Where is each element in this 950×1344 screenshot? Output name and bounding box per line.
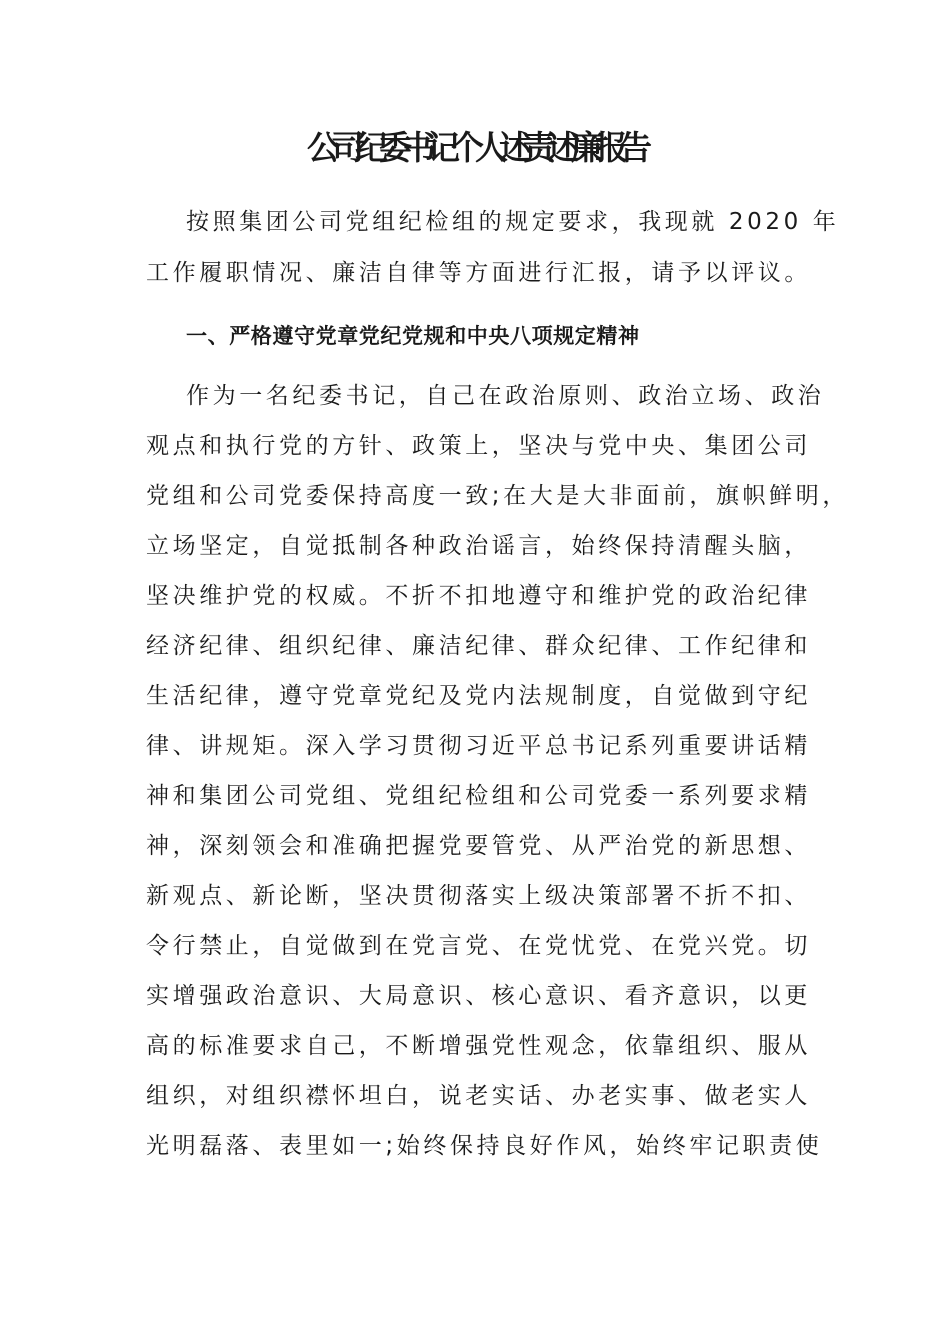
body-line-2: 观点和执行党的方针、政策上，坚决与党中央、集团公司 [146,433,811,459]
body-line-9: 神和集团公司党组、党组纪检组和公司党委一系列要求精 [146,783,811,809]
body-line-1: 作为一名纪委书记，自己在政治原则、政治立场、政治 [186,383,825,409]
body-line-16: 光明磊落、表里如一;始终保持良好作风，始终牢记职责使 [146,1133,823,1159]
body-line-11: 新观点、新论断，坚决贯彻落实上级决策部署不折不扣、 [146,883,811,909]
intro-line-2: 工作履职情况、廉洁自律等方面进行汇报，请予以评议。 [146,260,811,286]
body-line-14: 高的标准要求自己，不断增强党性观念，依靠组织、服从 [146,1033,811,1059]
body-line-7: 生活纪律，遵守党章党纪及党内法规制度，自觉做到守纪 [146,683,811,709]
body-line-12: 令行禁止，自觉做到在党言党、在党忧党、在党兴党。切 [146,933,811,959]
body-line-3: 党组和公司党委保持高度一致;在大是大非面前，旗帜鲜明， [146,483,849,509]
body-line-6: 经济纪律、组织纪律、廉洁纪律、群众纪律、工作纪律和 [146,633,811,659]
body-line-4: 立场坚定，自觉抵制各种政治谣言，始终保持清醒头脑， [146,533,811,559]
body-line-5: 坚决维护党的权威。不折不扣地遵守和维护党的政治纪律 [146,583,811,609]
body-line-10: 神，深刻领会和准确把握党要管党、从严治党的新思想、 [146,833,811,859]
body-line-8: 律、讲规矩。深入学习贯彻习近平总书记系列重要讲话精 [146,733,811,759]
section-heading-1: 一、严格遵守党章党纪党规和中央八项规定精神 [186,324,640,348]
intro-line-1: 按照集团公司党组纪检组的规定要求，我现就 2020 年 [186,209,840,235]
body-line-15: 组织，对组织襟怀坦白，说老实话、办老实事、做老实人 [146,1083,811,1109]
document-title: 公司纪委书记个人述责述廉报告 [307,128,643,167]
body-line-13: 实增强政治意识、大局意识、核心意识、看齐意识，以更 [146,983,811,1009]
